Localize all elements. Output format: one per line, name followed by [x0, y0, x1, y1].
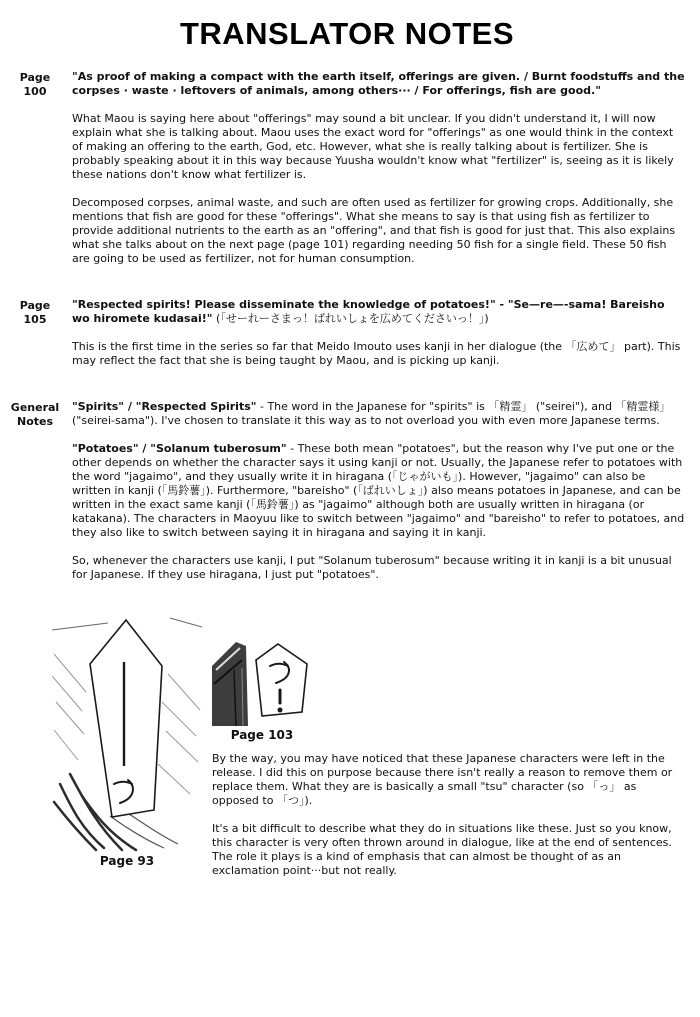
paragraph: It's a bit difficult to describe what they do in situations like these. Just so you know, this character is very often thrown around in dialogue, like at the end of sentences. The role it plays is a kind of emphasis that can almost be thought of as an exclamation point···but not really. [212, 822, 672, 877]
figure-page-103 [212, 640, 312, 742]
section-label-page-105 [8, 298, 62, 368]
paragraph: By the way, you may have noticed that these Japanese characters were left in the release. I did this on purpose because there isn't really a reason to remove them or replace them. What they are is basically a small "tsu" character (so 「っ」 as opposed to 「つ」). [212, 752, 673, 807]
speech-bubble [90, 620, 162, 817]
paragraph: This is the first time in the series so far that Meido Imouto uses kanji in her dialogue (the 「広めて」 part). This may reflect the fact that she is being taught by Maou, and is picking up kanji. [72, 340, 681, 367]
manga-panel-page-103-image [212, 640, 312, 726]
section-label-page-100 [8, 70, 62, 266]
label-line: Page [19, 71, 51, 84]
quote-header-japanese: (「せーれーさまっ！ばれいしょを広めてくださいっ！」) [212, 312, 489, 325]
section-content [62, 70, 686, 266]
section-content [62, 298, 686, 368]
paragraph [72, 442, 686, 540]
paragraph: What Maou is saying here about "offerings" may sound a bit unclear. If you didn't understand it, I will now explain what she is talking about. Maou uses the exact word for "offerings" as one would think in the context of making an offering to the earth, God, etc. However, what she is really talking about is fertilizer. She is probably speaking about it in this way because Yuusha wouldn't know what "fertilizer" is, seeing as it is likely these nations don't know what fertilizer is. [72, 112, 674, 181]
label-line: General [10, 401, 60, 414]
quote-header: "As proof of making a compact with the earth itself, offerings are given. / Burnt foodstuffs and the corpses · waste · leftovers of animals, among others··· / For offerings, fish are good." [72, 70, 685, 97]
section-page-105 [8, 298, 686, 368]
section-content [62, 400, 686, 582]
quote-header-bold: "Respected spirits! Please disseminate the knowledge of potatoes!" - "Se—re—-sama! Bareisho wo hiromete kudasai!" [72, 298, 665, 325]
exclamation-glyph [278, 690, 282, 712]
label-line: 100 [23, 85, 47, 98]
term-spirits-explanation: - The word in the Japanese for "spirits" is 「精霊」 ("seirei"), and 「精霊様」 ("seirei-sama"). I've chosen to translate it this way as to not overload you with even more Japanese terms. [72, 400, 671, 427]
label-line: 105 [23, 313, 47, 326]
term-spirits: "Spirits" / "Respected Spirits" [72, 400, 257, 413]
paragraph: Decomposed corpses, animal waste, and such are often used as fertilizer for growing crops. Additionally, she mentions that fish are good for these "offerings". What she means to say is that using fish as fertilizer to provide additional nutrients to the earth as an "offering", and that fish is good for just that. This also explains what she talks about on the next page (page 101) regarding needing 50 fish for a single field. These 50 fish are going to be used as fertilizer, not for human consumption. [72, 196, 676, 265]
manga-panel-page-93-image [52, 614, 202, 852]
term-potatoes-explanation: - These both mean "potatoes", but the reason why I've put one or the other depends on whether the character says it using kanji or not. Usually, the Japanese refer to potatoes with the word "jagaimo", and they usually write it in hiragana (「じゃがいも」). However, "jagaimo" can also be written in kanji (「馬鈴薯」). Furthermore, "bareisho" (「ばれいしょ」) also means potatoes in Japanese, and can be written in the exact same kanji (「馬鈴薯」) as "jagaimo" although both are usually written in hiragana (or katakana). The characters in Maoyuu like to switch between "jagaimo" and "bareisho" to refer to potatoes, and they also like to switch between saying it in hiragana and saying it in kanji. [72, 442, 685, 539]
label-line: Page [19, 299, 51, 312]
figure-label-page-103: Page 103 [230, 728, 294, 742]
label-line: Notes [16, 415, 54, 428]
paragraph: So, whenever the characters use kanji, I put "Solanum tuberosum" because writing it in kanji is a bit unusual for Japanese. If they use hiragana, I just put "potatoes". [72, 554, 672, 581]
section-label-general-notes [8, 400, 62, 582]
section-page-100 [8, 70, 686, 266]
paragraph [72, 400, 686, 428]
figures-section [8, 614, 686, 892]
page-title: TRANSLATOR NOTES [179, 16, 515, 51]
quote-header [72, 298, 686, 326]
figure-page-103-and-text [202, 614, 676, 892]
figure-page-93 [52, 614, 202, 892]
section-general-notes [8, 400, 686, 582]
term-potatoes: "Potatoes" / "Solanum tuberosum" [72, 442, 287, 455]
figure-label-page-93: Page 93 [99, 854, 155, 868]
